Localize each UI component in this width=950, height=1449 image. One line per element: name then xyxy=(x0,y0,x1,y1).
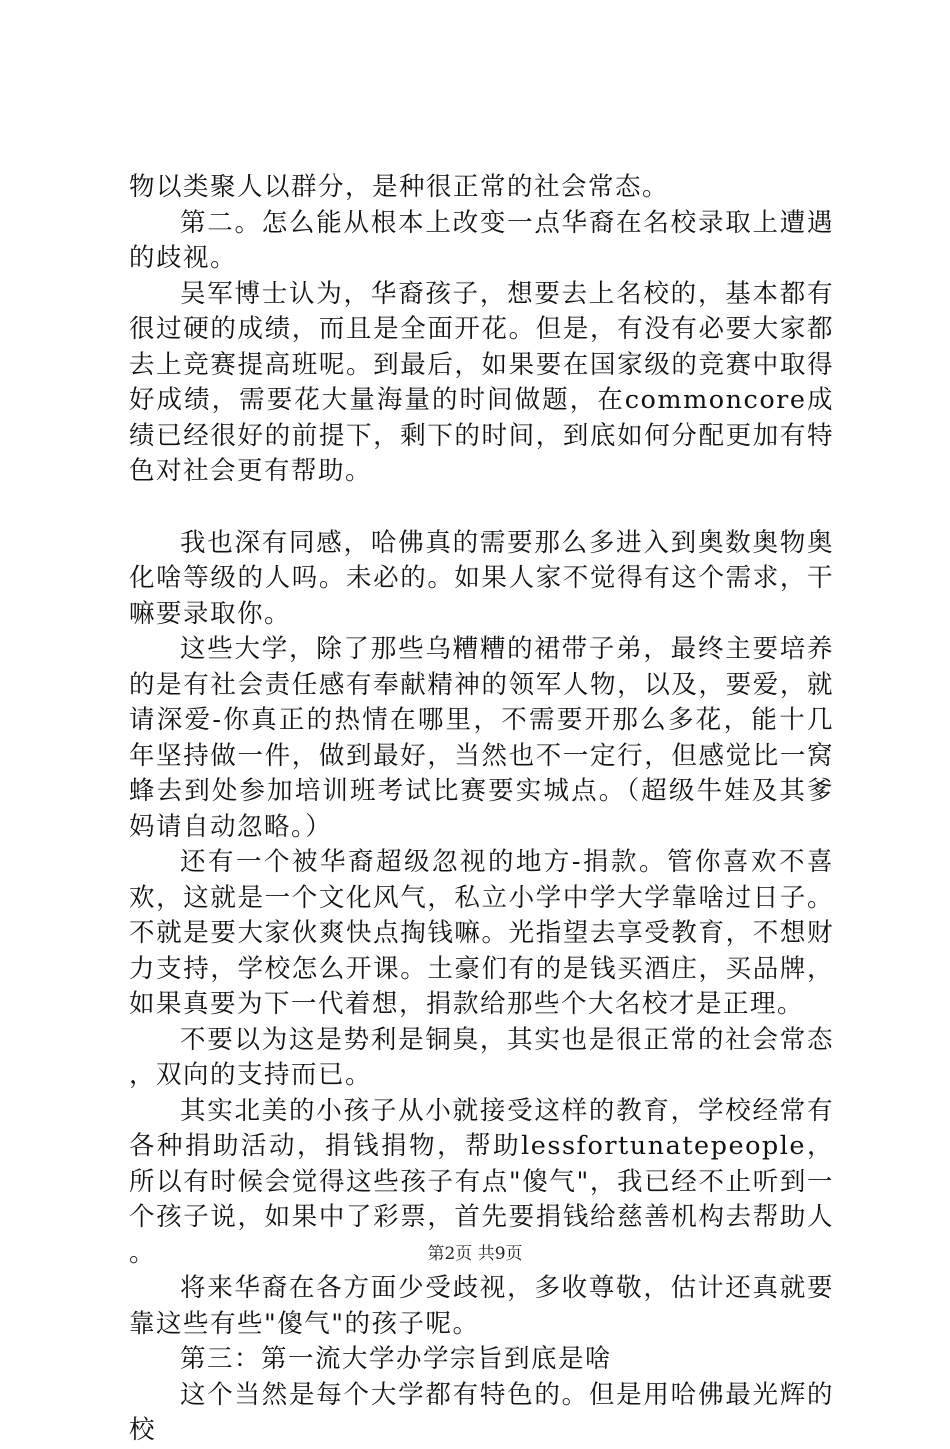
paragraph-9: 将来华裔在各方面少受歧视，多收尊敬，估计还真就要靠这些有些"傻气"的孩子呢。 xyxy=(129,1273,834,1339)
paragraph-2: 第二。怎么能从根本上改变一点华裔在名校录取上遭遇的歧视。 xyxy=(129,207,834,273)
paragraph-1: 物以类聚人以群分，是种很正常的社会常态。 xyxy=(129,172,670,202)
paragraph-3: 吴军博士认为，华裔孩子，想要去上名校的，基本都有很过硬的成绩，而且是全面开花。但是，有没有必要大家都去上竞赛提高班呢。到最后，如果要在国家级的竞赛中取得好成绩，需要花大量海量的时间做题，在commoncore成绩已经很好的前提下，剩下的时间，到底如何分配更加有特色对社会更有帮助。 xyxy=(129,278,834,486)
paragraph-7: 不要以为这是势利是铜臭，其实也是很正常的社会常态，双向的支持而已。 xyxy=(129,1024,834,1090)
section-heading-3: 第三：第一流大学办学宗旨到底是啥 xyxy=(180,1344,613,1374)
paragraph-4: 我也深有同感，哈佛真的需要那么多进入到奥数奥物奥化啥等级的人吗。未必的。如果人家不觉得有这个需求，干嘛要录取你。 xyxy=(129,527,834,629)
paragraph-10: 这个当然是每个大学都有特色的。但是用哈佛最光辉的校 xyxy=(129,1379,834,1445)
paragraph-6: 还有一个被华裔超级忽视的地方-捐款。管你喜欢不喜欢，这就是一个文化风气，私立小学中学大学靠啥过日子。不就是要大家伙爽快点掏钱嘛。光指望去享受教育，不想财力支持，学校怎么开课。土豪们有的是钱买酒庄，买品牌，如果真要为下一代着想，捐款给那些个大名校才是正理。 xyxy=(129,847,834,1019)
page-footer: 第2页 共9页 xyxy=(427,1244,523,1264)
paragraph-5: 这些大学，除了那些乌糟糟的裙带子弟，最终主要培养的是有社会责任感有奉献精神的领军人物，以及，要爱，就请深爱-你真正的热情在哪里，不需要开那么多花，能十几年坚持做一件，做到最好，当然也不一定行，但感觉比一窝蜂去到处参加培训班考试比赛要实城点。（超级牛娃及其爹妈请自动忽略。） xyxy=(129,634,834,842)
paragraph-8: 其实北美的小孩子从小就接受这样的教育，学校经常有各种捐助活动，捐钱捐物，帮助lessfortunatepeople，所以有时候会觉得这些孩子有点"傻气"，我已经不止听到一个孩子说，如果中了彩票，首先要捐钱给慈善机构去帮助人。 xyxy=(129,1095,834,1268)
